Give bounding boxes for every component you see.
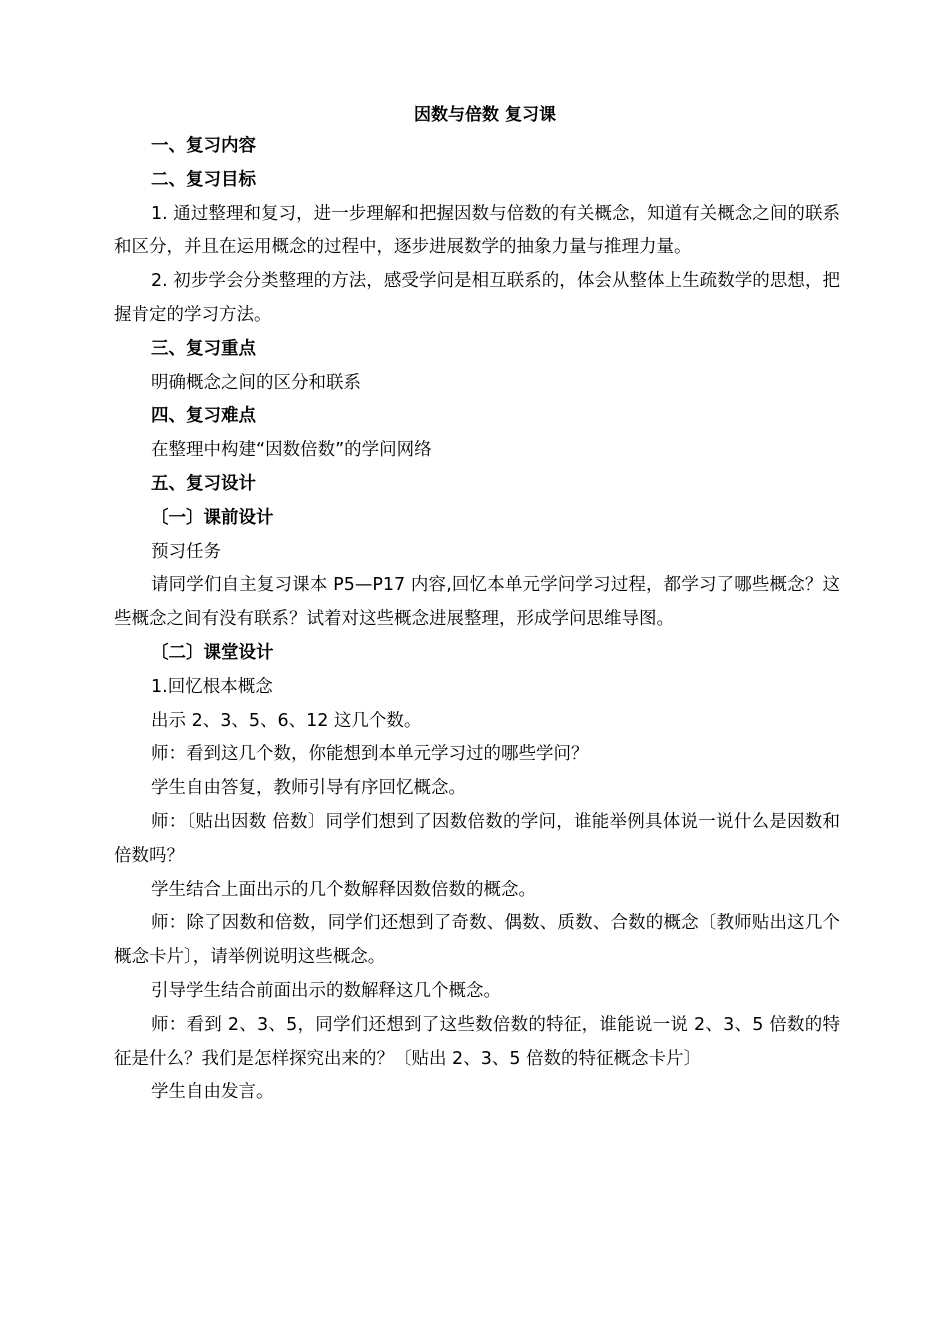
student-line-4: 学生自由发言。: [151, 1082, 274, 1103]
preview-text: 请同学们自主复习课本 P5—P17 内容,回忆本单元学问学习过程，都学习了哪些概念？这些概念之间有没有联系？试着对这些概念进展整理，形成学问思维导图。: [114, 575, 840, 630]
teacher-line-2: 师：〔贴出因数 倍数〕同学们想到了因数倍数的学问，谁能举例具体说一说什么是因数和倍数吗？: [114, 811, 840, 866]
heading-focus: 三、复习重点: [151, 338, 256, 359]
heading-design: 五、复习设计: [151, 473, 256, 494]
doc-title: 因数与倍数 复习课: [414, 105, 556, 125]
goal-1: 1. 通过整理和复习，进一步理解和把握因数与倍数的有关概念，知道有关概念之间的联系和区分，并且在运用概念的过程中，逐步进展数学的抽象力量与推理力量。: [114, 203, 840, 258]
subheading-in-class: 〔二〕课堂设计: [151, 642, 274, 663]
document-body: [114, 100, 840, 1110]
heading-goals: 二、复习目标: [151, 169, 256, 190]
teacher-line-3: 师：除了因数和倍数，同学们还想到了奇数、偶数、质数、合数的概念〔教师贴出这几个概念卡片〕，请举例说明这些概念。: [114, 913, 840, 968]
student-line-2: 学生结合上面出示的几个数解释因数倍数的概念。: [151, 879, 536, 900]
preview-label: 预习任务: [151, 541, 221, 562]
focus-text: 明确概念之间的区分和联系: [151, 372, 361, 393]
teacher-line-4: 师：看到 2、3、5，同学们还想到了这些数倍数的特征，谁能说一说 2、3、5 倍数的特征是什么？我们是怎样探究出来的？〔贴出 2、3、5 倍数的特征概念卡片〕: [114, 1014, 840, 1069]
difficulty-text: 在整理中构建“因数倍数”的学问网络: [151, 440, 432, 461]
heading-content: 一、复习内容: [151, 136, 256, 156]
teacher-line-1: 师：看到这几个数，你能想到本单元学习过的哪些学问？: [151, 744, 589, 765]
heading-difficulty: 四、复习难点: [151, 406, 256, 427]
show-numbers: 出示 2、3、5、6、12 这几个数。: [151, 710, 422, 731]
student-line-1: 学生自由答复，教师引导有序回忆概念。: [151, 778, 466, 799]
student-line-3: 引导学生结合前面出示的数解释这几个概念。: [151, 980, 501, 1001]
goal-2: 2. 初步学会分类整理的方法，感受学问是相互联系的，体会从整体上生疏数学的思想，把握肯定的学习方法。: [114, 271, 840, 325]
subheading-pre-class: 〔一〕课前设计: [151, 507, 274, 528]
step-1: 1.回忆根本概念: [151, 676, 273, 697]
